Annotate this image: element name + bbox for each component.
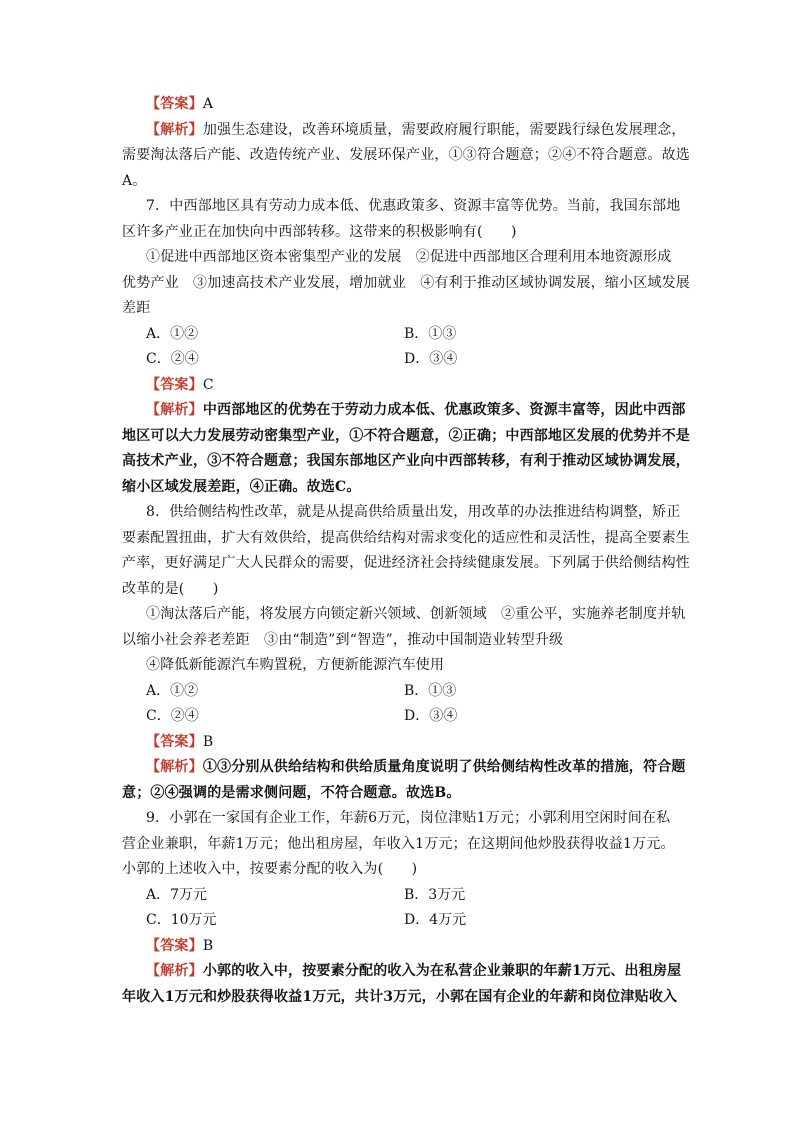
analysis-text: 中西部地区的优势在于劳动力成本低、优惠政策多、资源丰富等，因此中西部 [202, 402, 686, 418]
analysis-text: 需要淘汰落后产能、改造传统产业、发展环保产业，①③符合题意；②④不符合题意。故选 [122, 147, 690, 163]
answer-tag: 【答案】 [146, 376, 203, 393]
analysis-text: 意；②④强调的是需求侧问题，不符合题意。故选B。 [122, 784, 461, 801]
options-row [122, 704, 682, 730]
options-row [122, 883, 682, 909]
document-page [122, 92, 690, 1010]
question-item: ④降低新能源汽车购置税，方便新能源汽车使用 [146, 657, 445, 673]
question-stem: 区许多产业正在加快向中西部转移。这带来的积极影响有( ) [122, 223, 517, 240]
answer-tag: 【答案】 [146, 96, 203, 112]
option-b: B．①③ [404, 325, 457, 342]
answer-line [122, 730, 682, 756]
options-row [122, 679, 682, 705]
analysis-line [122, 398, 686, 424]
question-stem: 9．小郭在一家国有企业工作，年薪6万元，岗位津贴1万元；小郭利用空闲时间在私 [146, 810, 671, 826]
analysis-line [122, 755, 686, 781]
analysis-text: 年收入1万元和炒股获得收益1万元，共计3万元，小郭在国有企业的年薪和岗位津贴收入 [122, 988, 678, 1005]
analysis-tag: 【解析】 [146, 402, 203, 418]
answer-line [122, 373, 682, 399]
option-b: B．①③ [404, 682, 457, 699]
analysis-text: 缩小区域发展差距，④正确。故选C。 [122, 478, 361, 495]
option-d: D．③④ [404, 708, 458, 724]
option-d: D．③④ [404, 351, 458, 367]
answer-value: B [202, 937, 214, 954]
answer-tag: 【答案】 [146, 733, 203, 750]
option-a: A．①② [146, 682, 199, 699]
analysis-line [122, 959, 682, 985]
analysis-text: 高技术产业，③不符合题意；我国东部地区产业向中西部转移，有利于推动区域协调发展， [122, 453, 690, 469]
question-stem: 改革的是( ) [122, 580, 219, 597]
option-c: C．10万元 [146, 912, 217, 928]
answer-line [122, 92, 682, 118]
options-row [122, 322, 682, 348]
options-row [122, 347, 682, 373]
analysis-text: 地区可以大力发展劳动密集型产业，①不符合题意，②正确；中西部地区发展的优势并不是 [122, 427, 690, 444]
question-stem: 要素配置扭曲，扩大有效供给，提高供给结构对需求变化的适应性和灵活性，提高全要素生 [122, 529, 690, 546]
option-a: A．①② [146, 325, 199, 342]
analysis-text: 加强生态建设，改善环境质量，需要政府履行职能，需要践行绿色发展理念， [202, 121, 686, 138]
answer-value: C [202, 376, 214, 393]
answer-tag: 【答案】 [146, 937, 203, 954]
question-stem: 产率，更好满足广大人民群众的需要，促进经济社会持续健康发展。下列属于供给侧结构性 [122, 555, 690, 571]
question-stem: 7．中西部地区具有劳动力成本低、优惠政策多、资源丰富等优势。当前，我国东部地 [146, 198, 681, 214]
question-item: ①淘汰落后产能，将发展方向锁定新兴领域、创新领域 ②重公平，实施养老制度并轨 [146, 606, 686, 622]
question-stem: 小郭的上述收入中，按要素分配的收入为( ) [122, 861, 418, 877]
option-b: B．3万元 [404, 886, 466, 903]
option-a: A．7万元 [146, 886, 208, 903]
analysis-tag: 【解析】 [146, 121, 203, 138]
question-item: ①促进中西部地区资本密集型产业的发展 ②促进中西部地区合理利用本地资源形成 [146, 249, 672, 265]
analysis-text: ①③分别从供给结构和供给质量角度说明了供给侧结构性改革的措施，符合题 [202, 759, 686, 775]
question-item: 差距 [122, 300, 151, 316]
question-stem: 营企业兼职，年薪1万元；他出租房屋，年收入1万元；在这期间他炒股获得收益1万元。 [122, 835, 675, 852]
analysis-text: A。 [122, 172, 147, 189]
question-item: 以缩小社会养老差距 ③由“制造”到“智造”，推动中国制造业转型升级 [122, 631, 564, 648]
option-d: D．4万元 [404, 912, 467, 928]
answer-value: B [202, 733, 214, 750]
option-c: C．②④ [146, 708, 199, 724]
answer-value: A [202, 96, 214, 112]
question-item: 优势产业 ③加速高技术产业发展，增加就业 ④有利于推动区域协调发展，缩小区域发展 [122, 274, 690, 291]
answer-line [122, 934, 682, 960]
analysis-text: 小郭的收入中，按要素分配的收入为在私营企业兼职的年薪1万元、出租房屋 [202, 963, 682, 979]
question-stem: 8．供给侧结构性改革，就是从提高供给质量出发，用改革的办法推进结构调整，矫正 [146, 504, 681, 520]
options-row [122, 908, 682, 934]
analysis-line [122, 118, 686, 144]
option-c: C．②④ [146, 351, 199, 367]
analysis-tag: 【解析】 [146, 963, 203, 979]
analysis-tag: 【解析】 [146, 759, 203, 775]
